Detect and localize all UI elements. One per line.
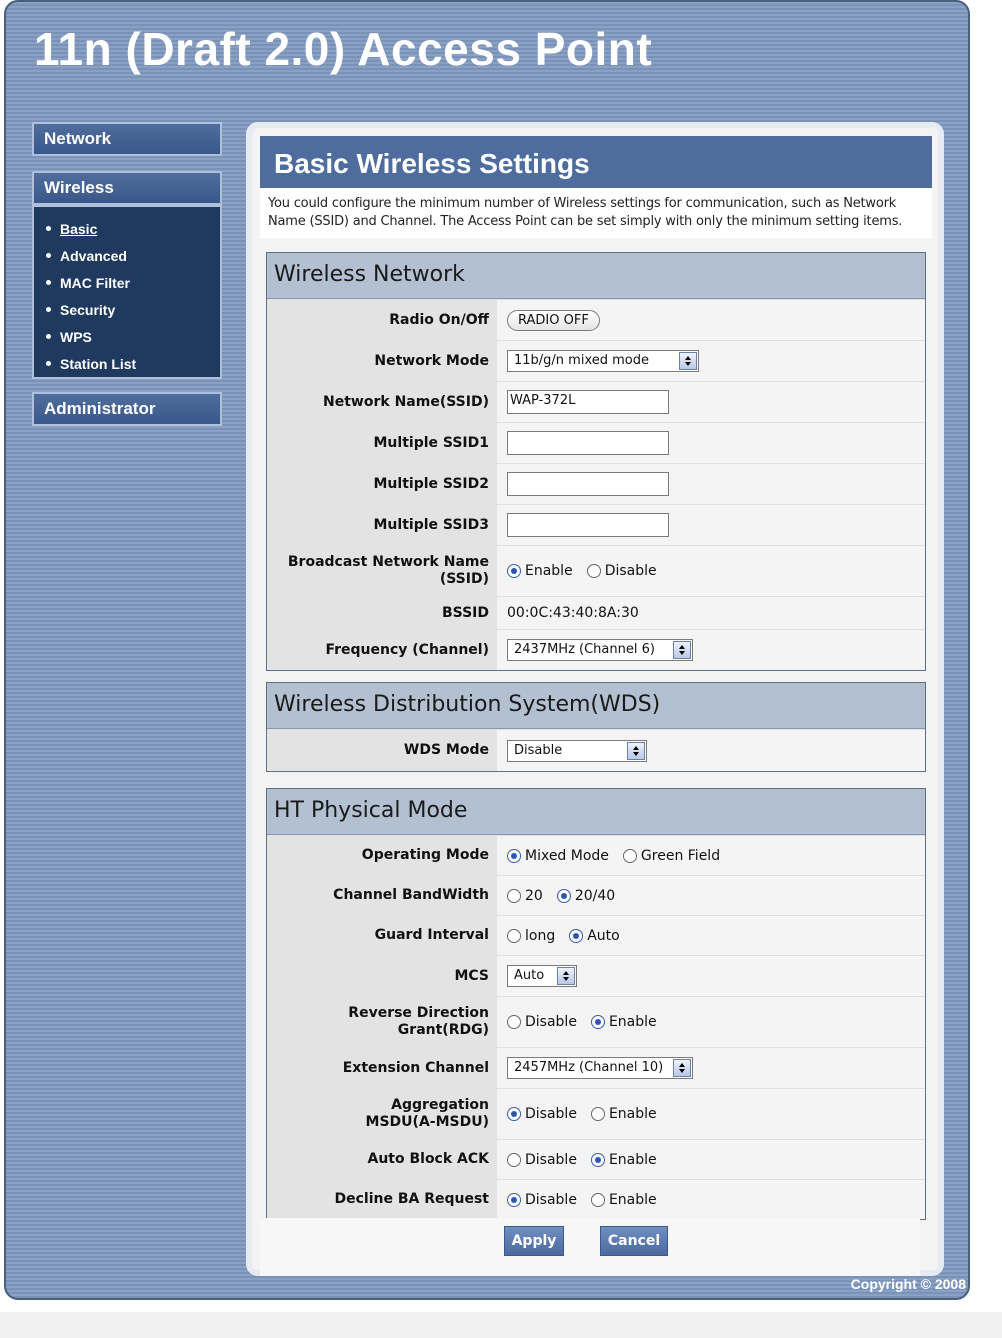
rdg-enable-radio[interactable]	[591, 1015, 605, 1029]
rdg-row	[267, 996, 925, 1047]
bandwidth-row	[267, 875, 925, 915]
field-label: Network Name(SSID)	[267, 382, 497, 422]
mssid3-row	[267, 504, 925, 545]
ssid-input[interactable]: WAP-372L	[507, 390, 669, 414]
field-label: BSSID	[267, 597, 497, 629]
label-line: Grant(RDG)	[397, 1022, 489, 1038]
gi-auto-radio[interactable]	[569, 929, 583, 943]
submenu-label: WPS	[60, 328, 92, 345]
option-label: Disable	[525, 1106, 577, 1122]
submenu-label: Basic	[60, 220, 98, 237]
option-label: Auto	[587, 927, 620, 944]
submenu-label: Security	[60, 301, 116, 318]
section-heading: HT Physical Mode	[267, 789, 925, 835]
option-label: 20	[525, 887, 543, 904]
network-mode-select[interactable]	[507, 350, 699, 372]
option-label: 20/40	[574, 887, 616, 904]
submenu-item-station-list[interactable]	[46, 350, 220, 377]
frequency-select[interactable]	[507, 639, 693, 661]
submenu-item-security[interactable]	[46, 296, 220, 323]
field-label: Channel BandWidth	[267, 876, 497, 915]
apply-button[interactable]: Apply	[504, 1226, 564, 1256]
network-mode-row	[267, 340, 925, 381]
option-label: Disable	[525, 1014, 577, 1030]
submenu-item-mac-filter[interactable]	[46, 269, 220, 296]
field-label: WDS Mode	[267, 730, 497, 771]
field-label: Decline BA Request	[267, 1180, 497, 1219]
submenu-item-basic[interactable]	[46, 215, 220, 242]
multiple-ssid1-input[interactable]	[507, 431, 669, 455]
frequency-row	[267, 629, 925, 670]
bw-2040-radio[interactable]	[557, 889, 571, 903]
field-label: MCS	[267, 956, 497, 996]
select-value: 11b/g/n mixed mode	[514, 353, 649, 368]
op-mixed-radio[interactable]	[507, 849, 521, 863]
extension-channel-row	[267, 1047, 925, 1088]
option-label: Disable	[525, 1191, 577, 1208]
bw-20-radio[interactable]	[507, 889, 521, 903]
ack-disable-radio[interactable]	[507, 1153, 521, 1167]
field-label: Radio On/Off	[267, 300, 497, 340]
select-value: 2457MHz (Channel 10)	[514, 1060, 664, 1075]
mcs-select[interactable]	[507, 965, 577, 987]
amsdu-row	[267, 1088, 925, 1139]
rdg-disable-radio[interactable]	[507, 1015, 521, 1029]
app-title: 11n (Draft 2.0) Access Point	[34, 23, 653, 75]
option-label: Green Field	[640, 847, 721, 864]
select-value: Disable	[514, 742, 563, 758]
mssid2-row	[267, 463, 925, 504]
label-line: (SSID)	[439, 571, 489, 587]
select-arrow-icon	[673, 641, 691, 659]
wds-section	[266, 682, 926, 772]
select-value: Auto	[514, 968, 545, 983]
op-green-radio[interactable]	[623, 849, 637, 863]
option-label: Enable	[608, 1014, 657, 1030]
field-label: Multiple SSID3	[267, 505, 497, 545]
radio-off-button[interactable]: RADIO OFF	[507, 310, 600, 331]
gi-long-radio[interactable]	[507, 929, 521, 943]
field-label: Frequency (Channel)	[267, 630, 497, 670]
option-label: Mixed Mode	[525, 847, 609, 864]
radio-row	[267, 299, 925, 340]
submenu-label: MAC Filter	[60, 274, 130, 291]
bssid-value: 00:0C:43:40:8A:30	[507, 605, 639, 621]
multiple-ssid3-input[interactable]	[507, 513, 669, 537]
select-value: 2437MHz (Channel 6)	[514, 642, 655, 657]
auto-block-ack-row	[267, 1139, 925, 1179]
field-label	[267, 1089, 497, 1139]
bullet-icon	[46, 361, 51, 366]
label-line: Broadcast Network Name	[287, 554, 489, 570]
label-line: Aggregation	[391, 1097, 489, 1113]
field-label: Auto Block ACK	[267, 1140, 497, 1179]
bottom-strip	[0, 1312, 1002, 1338]
submenu-item-advanced[interactable]	[46, 242, 220, 269]
cancel-button[interactable]: Cancel	[600, 1226, 668, 1256]
wireless-submenu	[32, 205, 222, 379]
ssid-row	[267, 381, 925, 422]
field-label: Multiple SSID1	[267, 423, 497, 463]
bullet-icon	[46, 226, 51, 231]
field-label: Network Mode	[267, 341, 497, 381]
field-label: Multiple SSID2	[267, 464, 497, 504]
ack-enable-radio[interactable]	[591, 1153, 605, 1167]
submenu-item-wps[interactable]	[46, 323, 220, 350]
extension-channel-select[interactable]	[507, 1057, 693, 1079]
operating-mode-row	[267, 835, 925, 875]
broadcast-row	[267, 545, 925, 596]
field-label	[267, 997, 497, 1047]
ba-enable-radio[interactable]	[591, 1193, 605, 1207]
select-arrow-icon	[627, 742, 645, 760]
content-panel	[246, 122, 944, 1276]
broadcast-disable-radio[interactable]	[587, 564, 601, 578]
select-arrow-icon	[557, 967, 575, 985]
option-label: Enable	[608, 1151, 657, 1168]
mcs-row	[267, 955, 925, 996]
field-label: Operating Mode	[267, 836, 497, 875]
option-label: Enable	[608, 1106, 657, 1122]
field-label	[267, 546, 497, 596]
wds-mode-select[interactable]	[507, 740, 647, 762]
field-label: Guard Interval	[267, 916, 497, 955]
wireless-network-section	[266, 252, 926, 671]
option-label: Enable	[525, 563, 573, 579]
bullet-icon	[46, 280, 51, 285]
amsdu-enable-radio[interactable]	[591, 1107, 605, 1121]
bullet-icon	[46, 334, 51, 339]
page-intro: You could configure the minimum number of Wireless settings for communication, such as Network Name (SSID) and Channel. The Access Point can be set simply with only the minimum setting items.	[260, 188, 932, 238]
guard-interval-row	[267, 915, 925, 955]
wds-mode-row	[267, 729, 925, 771]
submenu-label: Advanced	[60, 247, 127, 264]
option-label: Disable	[604, 563, 657, 579]
bssid-row	[267, 596, 925, 629]
field-label: Extension Channel	[267, 1048, 497, 1088]
button-bar	[260, 1218, 920, 1276]
decline-ba-row	[267, 1179, 925, 1219]
ba-disable-radio[interactable]	[507, 1193, 521, 1207]
copyright: Copyright © 2008	[850, 1276, 966, 1292]
bullet-icon	[46, 253, 51, 258]
mssid1-row	[267, 422, 925, 463]
bullet-icon	[46, 307, 51, 312]
option-label: Enable	[608, 1191, 657, 1208]
multiple-ssid2-input[interactable]	[507, 472, 669, 496]
nav-wireless[interactable]: Wireless	[32, 171, 222, 205]
nav-network[interactable]: Network	[32, 122, 222, 156]
nav-administrator[interactable]: Administrator	[32, 392, 222, 426]
submenu-label: Station List	[60, 355, 137, 372]
option-label: long	[525, 927, 556, 944]
select-arrow-icon	[679, 352, 697, 370]
broadcast-enable-radio[interactable]	[507, 564, 521, 578]
select-arrow-icon	[673, 1059, 691, 1077]
section-heading: Wireless Network	[267, 253, 925, 299]
page-title: Basic Wireless Settings	[260, 136, 932, 188]
ht-physical-section	[266, 788, 926, 1220]
section-heading: Wireless Distribution System(WDS)	[267, 683, 925, 729]
label-line: Reverse Direction	[348, 1005, 489, 1021]
option-label: Disable	[525, 1151, 577, 1168]
amsdu-disable-radio[interactable]	[507, 1107, 521, 1121]
label-line: MSDU(A-MSDU)	[365, 1114, 489, 1130]
